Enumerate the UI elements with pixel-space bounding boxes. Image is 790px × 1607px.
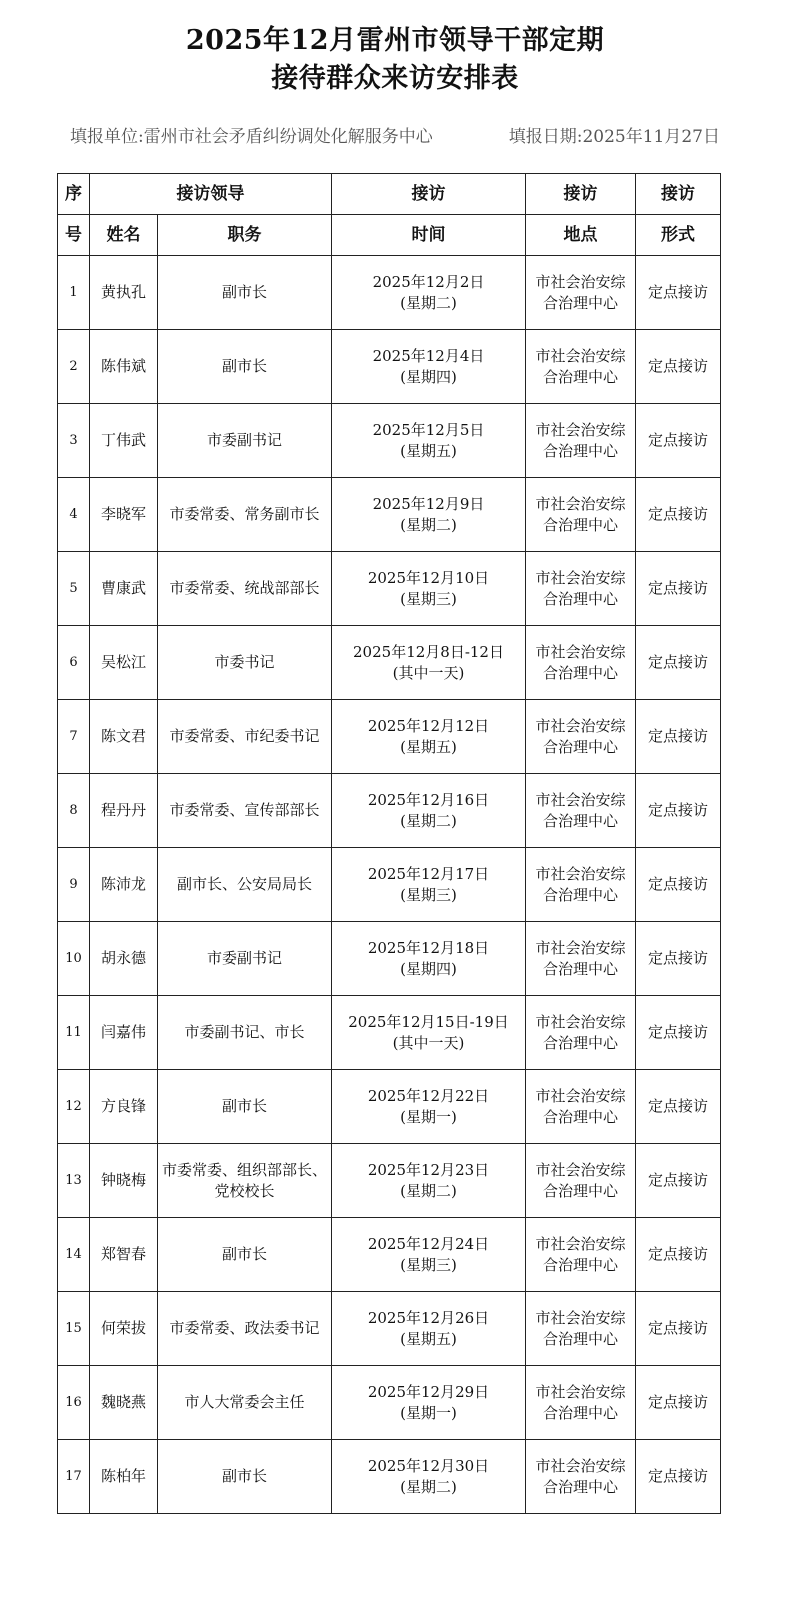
visit-form: 定点接访	[636, 626, 721, 700]
header-seq-top: 序	[58, 174, 90, 215]
place-line: 市社会治安综	[535, 346, 626, 365]
visit-date: 2025年12月2日	[372, 272, 485, 291]
position-line: 市委副书记	[206, 949, 282, 967]
schedule-table	[57, 173, 721, 1514]
header-position: 职务	[158, 215, 332, 256]
leader-name: 魏晓燕	[90, 1366, 158, 1440]
header-place-bottom: 地点	[526, 215, 636, 256]
visit-form: 定点接访	[636, 922, 721, 996]
visit-place	[526, 996, 636, 1070]
place-line: 合治理中心	[542, 1403, 618, 1422]
header-leader-group: 接访领导	[90, 174, 332, 215]
visit-day: (星期四)	[400, 367, 457, 386]
visit-date: 2025年12月4日	[372, 346, 485, 365]
table-row	[58, 774, 721, 848]
table-row	[58, 256, 721, 330]
visit-day: (星期一)	[400, 1403, 457, 1422]
row-number: 5	[58, 552, 90, 626]
leader-name: 胡永德	[90, 922, 158, 996]
place-line: 合治理中心	[542, 737, 618, 756]
position-line: 副市长	[221, 1097, 267, 1115]
row-number: 6	[58, 626, 90, 700]
leader-position	[158, 774, 332, 848]
visit-time	[332, 330, 526, 404]
row-number: 1	[58, 256, 90, 330]
table-row	[58, 1070, 721, 1144]
position-line: 副市长	[221, 283, 267, 301]
place-line: 合治理中心	[542, 1329, 618, 1348]
place-line: 合治理中心	[542, 589, 618, 608]
visit-time	[332, 922, 526, 996]
visit-place	[526, 848, 636, 922]
row-number: 2	[58, 330, 90, 404]
position-line: 市人大常委会主任	[184, 1393, 305, 1411]
visit-day: (星期五)	[400, 441, 457, 460]
header-row-2	[58, 215, 721, 256]
leader-position	[158, 1070, 332, 1144]
row-number: 11	[58, 996, 90, 1070]
visit-place	[526, 626, 636, 700]
visit-form: 定点接访	[636, 1070, 721, 1144]
visit-form: 定点接访	[636, 1440, 721, 1514]
position-line: 市委常委、市纪委书记	[169, 727, 320, 745]
position-line: 市委副书记、市长	[184, 1023, 305, 1041]
place-line: 市社会治安综	[535, 1160, 626, 1179]
position-line: 副市长	[221, 1467, 267, 1485]
leader-name: 李晓军	[90, 478, 158, 552]
leader-name: 吴松江	[90, 626, 158, 700]
table-row	[58, 1292, 721, 1366]
header-place-top: 接访	[526, 174, 636, 215]
leader-position	[158, 552, 332, 626]
visit-day: (星期三)	[400, 589, 457, 608]
leader-name: 郑智春	[90, 1218, 158, 1292]
row-number: 17	[58, 1440, 90, 1514]
visit-form: 定点接访	[636, 1218, 721, 1292]
visit-date: 2025年12月5日	[372, 420, 485, 439]
visit-date: 2025年12月29日	[367, 1382, 490, 1401]
header-form-bottom: 形式	[636, 215, 721, 256]
leader-name: 方良锋	[90, 1070, 158, 1144]
place-line: 市社会治安综	[535, 716, 626, 735]
place-line: 合治理中心	[542, 811, 618, 830]
row-number: 9	[58, 848, 90, 922]
leader-position	[158, 1144, 332, 1218]
place-line: 市社会治安综	[535, 938, 626, 957]
visit-date: 2025年12月17日	[367, 864, 490, 883]
position-line: 副市长	[221, 1245, 267, 1263]
place-line: 市社会治安综	[535, 568, 626, 587]
position-line: 市委常委、政法委书记	[169, 1319, 320, 1337]
header-form-top: 接访	[636, 174, 721, 215]
leader-position	[158, 848, 332, 922]
visit-form: 定点接访	[636, 1292, 721, 1366]
visit-day: (星期二)	[400, 1477, 457, 1496]
position-line: 市委常委、常务副市长	[169, 505, 320, 523]
table-row	[58, 1144, 721, 1218]
leader-position	[158, 256, 332, 330]
visit-form: 定点接访	[636, 478, 721, 552]
schedule-body	[58, 256, 721, 1514]
visit-date: 2025年12月22日	[367, 1086, 490, 1105]
place-line: 合治理中心	[542, 441, 618, 460]
row-number: 14	[58, 1218, 90, 1292]
visit-form: 定点接访	[636, 256, 721, 330]
visit-form: 定点接访	[636, 700, 721, 774]
visit-date: 2025年12月8日-12日	[353, 642, 504, 661]
visit-place	[526, 552, 636, 626]
visit-form: 定点接访	[636, 1144, 721, 1218]
position-line: 副市长	[221, 357, 267, 375]
table-row	[58, 478, 721, 552]
place-line: 市社会治安综	[535, 1382, 626, 1401]
place-line: 合治理中心	[542, 367, 618, 386]
visit-date: 2025年12月16日	[367, 790, 490, 809]
row-number: 12	[58, 1070, 90, 1144]
visit-form: 定点接访	[636, 552, 721, 626]
place-line: 合治理中心	[542, 885, 618, 904]
place-line: 市社会治安综	[535, 420, 626, 439]
leader-position	[158, 700, 332, 774]
visit-time	[332, 774, 526, 848]
place-line: 市社会治安综	[535, 1086, 626, 1105]
place-line: 合治理中心	[542, 1107, 618, 1126]
visit-time	[332, 404, 526, 478]
leader-name: 陈沛龙	[90, 848, 158, 922]
leader-name: 陈柏年	[90, 1440, 158, 1514]
place-line: 合治理中心	[542, 663, 618, 682]
row-number: 8	[58, 774, 90, 848]
row-number: 15	[58, 1292, 90, 1366]
header-time-top: 接访	[332, 174, 526, 215]
visit-date: 2025年12月18日	[367, 938, 490, 957]
table-row	[58, 552, 721, 626]
visit-time	[332, 478, 526, 552]
leader-name: 曹康武	[90, 552, 158, 626]
visit-form: 定点接访	[636, 1366, 721, 1440]
visit-time	[332, 1218, 526, 1292]
place-line: 市社会治安综	[535, 494, 626, 513]
visit-date: 2025年12月24日	[367, 1234, 490, 1253]
visit-day: (星期三)	[400, 1255, 457, 1274]
visit-time	[332, 1070, 526, 1144]
place-line: 合治理中心	[542, 293, 618, 312]
position-line: 市委书记	[214, 653, 275, 671]
row-number: 13	[58, 1144, 90, 1218]
header-name: 姓名	[90, 215, 158, 256]
visit-place	[526, 404, 636, 478]
visit-day: (星期五)	[400, 737, 457, 756]
visit-place	[526, 1440, 636, 1514]
place-line: 市社会治安综	[535, 642, 626, 661]
place-line: 合治理中心	[542, 1181, 618, 1200]
visit-place	[526, 1144, 636, 1218]
visit-place	[526, 922, 636, 996]
place-line: 合治理中心	[542, 959, 618, 978]
visit-date: 2025年12月10日	[367, 568, 490, 587]
visit-day: (其中一天)	[392, 1033, 465, 1052]
visit-time	[332, 700, 526, 774]
visit-form: 定点接访	[636, 330, 721, 404]
leader-name: 丁伟武	[90, 404, 158, 478]
visit-time	[332, 848, 526, 922]
leader-position	[158, 1366, 332, 1440]
visit-date: 2025年12月26日	[367, 1308, 490, 1327]
visit-place	[526, 700, 636, 774]
leader-position	[158, 996, 332, 1070]
leader-name: 陈文君	[90, 700, 158, 774]
leader-position	[158, 626, 332, 700]
table-row	[58, 1440, 721, 1514]
leader-position	[158, 1218, 332, 1292]
visit-date: 2025年12月12日	[367, 716, 490, 735]
header-row-1	[58, 174, 721, 215]
leader-name: 陈伟斌	[90, 330, 158, 404]
visit-place	[526, 1292, 636, 1366]
leader-name: 程丹丹	[90, 774, 158, 848]
place-line: 市社会治安综	[535, 1234, 626, 1253]
table-row	[58, 700, 721, 774]
visit-date: 2025年12月15日-19日	[348, 1012, 509, 1031]
place-line: 市社会治安综	[535, 1456, 626, 1475]
leader-position	[158, 330, 332, 404]
leader-name: 何荣拔	[90, 1292, 158, 1366]
leader-name: 黄执孔	[90, 256, 158, 330]
position-line: 市委常委、组织部部长、	[161, 1160, 327, 1179]
visit-date: 2025年12月30日	[367, 1456, 490, 1475]
place-line: 市社会治安综	[535, 864, 626, 883]
visit-time	[332, 1144, 526, 1218]
place-line: 合治理中心	[542, 1033, 618, 1052]
table-row	[58, 848, 721, 922]
table-row	[58, 330, 721, 404]
leader-name: 闫嘉伟	[90, 996, 158, 1070]
visit-form: 定点接访	[636, 774, 721, 848]
header-seq-bottom: 号	[58, 215, 90, 256]
visit-form: 定点接访	[636, 996, 721, 1070]
row-number: 7	[58, 700, 90, 774]
visit-place	[526, 330, 636, 404]
position-line: 市委副书记	[206, 431, 282, 449]
leader-position	[158, 1292, 332, 1366]
table-row	[58, 1366, 721, 1440]
visit-day: (星期一)	[400, 1107, 457, 1126]
visit-day: (星期五)	[400, 1329, 457, 1348]
leader-position	[158, 404, 332, 478]
position-line: 市委常委、宣传部部长	[169, 801, 320, 819]
visit-place	[526, 1366, 636, 1440]
visit-date: 2025年12月9日	[372, 494, 485, 513]
visit-place	[526, 1070, 636, 1144]
position-line: 市委常委、统战部部长	[169, 579, 320, 597]
place-line: 市社会治安综	[535, 1012, 626, 1031]
report-meta	[70, 124, 720, 150]
place-line: 市社会治安综	[535, 272, 626, 291]
position-line: 副市长、公安局局长	[176, 875, 312, 893]
visit-place	[526, 1218, 636, 1292]
place-line: 合治理中心	[542, 1255, 618, 1274]
visit-time	[332, 552, 526, 626]
visit-place	[526, 478, 636, 552]
row-number: 16	[58, 1366, 90, 1440]
visit-day: (星期二)	[400, 515, 457, 534]
row-number: 3	[58, 404, 90, 478]
place-line: 合治理中心	[542, 1477, 618, 1496]
place-line: 市社会治安综	[535, 1308, 626, 1327]
visit-day: (星期二)	[400, 293, 457, 312]
row-number: 4	[58, 478, 90, 552]
visit-day: (星期二)	[400, 1181, 457, 1200]
table-row	[58, 922, 721, 996]
visit-form: 定点接访	[636, 848, 721, 922]
leader-name: 钟晓梅	[90, 1144, 158, 1218]
visit-place	[526, 774, 636, 848]
table-row	[58, 1218, 721, 1292]
visit-day: (星期二)	[400, 811, 457, 830]
reporting-date: 填报日期:2025年11月27日	[508, 127, 720, 147]
visit-day: (其中一天)	[392, 663, 465, 682]
visit-time	[332, 626, 526, 700]
visit-time	[332, 1440, 526, 1514]
visit-time	[332, 1292, 526, 1366]
place-line: 市社会治安综	[535, 790, 626, 809]
table-row	[58, 404, 721, 478]
title-line-1: 2025年12月雷州市领导干部定期	[185, 25, 605, 56]
reporting-unit: 填报单位:雷州市社会矛盾纠纷调处化解服务中心	[70, 127, 433, 147]
visit-place	[526, 256, 636, 330]
row-number: 10	[58, 922, 90, 996]
leader-position	[158, 922, 332, 996]
table-row	[58, 626, 721, 700]
visit-day: (星期四)	[400, 959, 457, 978]
position-line: 党校校长	[214, 1181, 275, 1200]
document-title	[0, 22, 790, 98]
title-line-2: 接待群众来访安排表	[271, 63, 519, 94]
visit-time	[332, 1366, 526, 1440]
header-time-bottom: 时间	[332, 215, 526, 256]
visit-date: 2025年12月23日	[367, 1160, 490, 1179]
visit-time	[332, 256, 526, 330]
place-line: 合治理中心	[542, 515, 618, 534]
visit-form: 定点接访	[636, 404, 721, 478]
leader-position	[158, 478, 332, 552]
visit-day: (星期三)	[400, 885, 457, 904]
table-row	[58, 996, 721, 1070]
visit-time	[332, 996, 526, 1070]
leader-position	[158, 1440, 332, 1514]
